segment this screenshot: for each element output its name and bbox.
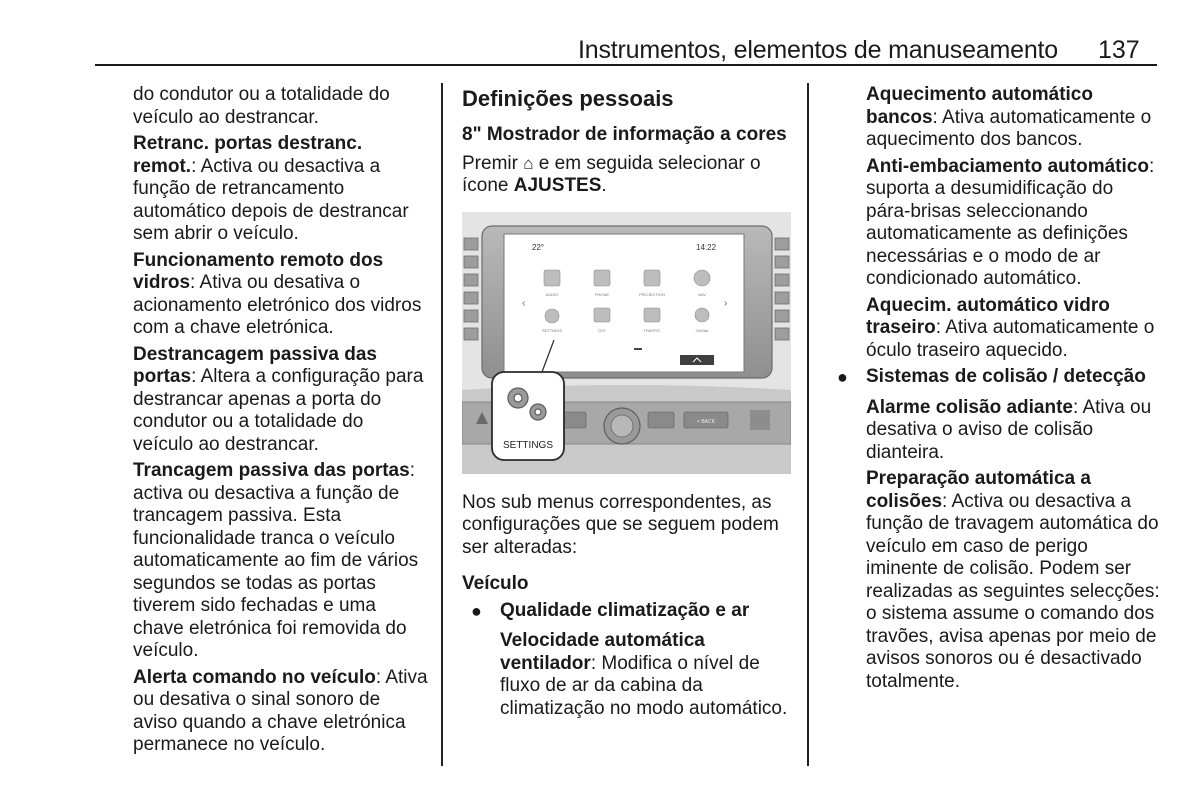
setting-item xyxy=(866,295,1161,363)
setting-item xyxy=(133,344,428,457)
setting-item xyxy=(866,397,1161,465)
seat-heat-icon xyxy=(750,410,770,430)
app-label: NAV xyxy=(698,291,706,297)
subsection-heading: 8" Mostrador de informação a cores xyxy=(462,124,787,145)
screen-time: 14:22 xyxy=(696,242,717,252)
setting-term: Velocidade automática ventilador xyxy=(500,630,705,674)
setting-item xyxy=(866,156,1161,291)
infotainment-figure xyxy=(462,212,791,474)
bullet-label: Qualidade climatização e ar xyxy=(500,599,750,621)
bullet-label: Sistemas de colisão / detecção xyxy=(866,366,1146,387)
traffic-app-icon xyxy=(644,308,660,322)
setting-description: : Activa ou desactiva a função de travagem automática do veículo em caso de perigo iminente de colisão. Podem ser realizadas as seguintes selecções: o sistema assume o comando dos travões, avisa apenas por meio de avisos sonoros ou é desactivado totalmente. xyxy=(866,490,1160,692)
setting-term: Alerta comando no veículo xyxy=(133,666,376,688)
setting-description: : Ativa automaticamente o aquecimento dos bancos. xyxy=(866,106,1152,150)
nav-app-icon xyxy=(694,270,710,286)
section-heading: Definições pessoais xyxy=(462,86,674,111)
onstar-app-icon xyxy=(695,308,709,322)
setting-term: Aquecim. automático vidro traseiro xyxy=(866,294,1110,338)
setting-description: : Ativa ou desativa o sinal sonoro de aviso quando a chave eletrónica permanece no veículo. xyxy=(133,666,428,755)
app-label: SETTINGS xyxy=(541,327,563,333)
column-divider-1 xyxy=(441,83,443,766)
callout-settings-label: SETTINGS xyxy=(502,439,554,451)
setting-term: Preparação automática a colisões xyxy=(866,468,1091,512)
app-label: TRAFFIC xyxy=(643,327,661,333)
setting-description: : Ativa ou desativa o aviso de colisão dianteira. xyxy=(866,396,1152,463)
setting-term: Destrancagem passiva das portas xyxy=(133,343,377,387)
screen-right-arrow-icon: › xyxy=(724,297,728,309)
app-label: OnStar xyxy=(695,327,709,333)
settings-term: AJUSTES xyxy=(513,175,602,196)
settings-app-icon xyxy=(545,309,559,323)
vehicle-section-heading: Veículo xyxy=(462,573,529,594)
phone-app-icon xyxy=(594,270,610,286)
setting-description: : Activa ou desactiva a função de retrancamento automático depois de destrancar sem abrir o veículo. xyxy=(133,155,409,244)
bullet-dot-icon: ● xyxy=(837,367,848,387)
home-icon: ⌂ xyxy=(523,153,534,173)
page-indicator-icon xyxy=(634,348,642,350)
paragraph: do condutor ou a totalidade do veículo ao destrancar. xyxy=(133,84,390,128)
bullet-item xyxy=(471,599,792,623)
screen-left-arrow-icon: ‹ xyxy=(522,297,526,309)
setting-item xyxy=(133,460,428,663)
app-label: PROJECTION xyxy=(639,291,665,297)
audio-app-icon xyxy=(544,270,560,286)
setting-item xyxy=(500,630,792,720)
app-label: PHONE xyxy=(594,291,610,297)
setting-item xyxy=(133,250,428,340)
setting-description: : activa ou desactiva a função de trancagem passiva. Esta funcionalidade tranca o veículo automaticamente ao fim de vários segundos se todas as portas tiverem sido fechadas e uma chave eletrónica foi removida do veículo. xyxy=(133,460,419,661)
page-number: 137 xyxy=(1098,36,1140,64)
back-button-label: < BACK xyxy=(697,418,715,425)
setting-term: Retranc. portas destranc. remot. xyxy=(133,133,363,177)
column-3 xyxy=(837,84,1161,697)
setting-term: Trancagem passiva das portas xyxy=(133,460,410,481)
ost-app-icon xyxy=(594,308,610,322)
column-2 xyxy=(462,84,792,724)
setting-term: Anti-embaciamento automático xyxy=(866,155,1149,177)
bullet-dot-icon: ● xyxy=(471,600,482,621)
setting-term: Aquecimento automático bancos xyxy=(866,84,1093,128)
screen-temperature: 22° xyxy=(532,242,545,252)
app-label: AUDIO xyxy=(545,291,559,297)
column-1 xyxy=(133,84,428,761)
header-rule xyxy=(95,64,1157,66)
app-label: OST xyxy=(597,327,607,333)
column-divider-2 xyxy=(807,83,809,766)
setting-item xyxy=(133,133,428,246)
setting-description: : Altera a configuração para destrancar apenas a porta do condutor ou a totalidade do veículo ao destrancar. xyxy=(133,366,424,455)
setting-description: : suporta a desumidificação do pára-brisas seleccionando automaticamente as definições necessárias e o modo de ar condicionado automático. xyxy=(866,155,1155,289)
setting-description: : Ativa ou desativa o acionamento eletrónico dos vidros com a chave eletrónica. xyxy=(133,272,422,338)
projection-app-icon xyxy=(644,270,660,286)
setting-item xyxy=(866,468,1161,693)
setting-item xyxy=(133,667,428,757)
setting-term: Funcionamento remoto dos vidros xyxy=(133,249,384,293)
setting-item xyxy=(866,84,1161,152)
screen-up-button-icon xyxy=(680,355,714,365)
running-header-title: Instrumentos, elementos de manuseamento xyxy=(578,36,1058,64)
bullet-item xyxy=(837,366,1161,389)
setting-term: Alarme colisão adiante xyxy=(866,396,1073,418)
setting-description: : Ativa automaticamente o óculo traseiro aquecido. xyxy=(866,317,1155,361)
intro-paragraph: Premir ⌂ e em seguida selecionar o ícone AJUSTES. xyxy=(462,152,761,196)
paragraph: Nos sub menus correspondentes, as configurações que se seguem podem ser alteradas: xyxy=(462,491,779,558)
setting-description: : Modifica o nível de fluxo de ar da cabina da climatização no modo automático. xyxy=(500,652,788,719)
